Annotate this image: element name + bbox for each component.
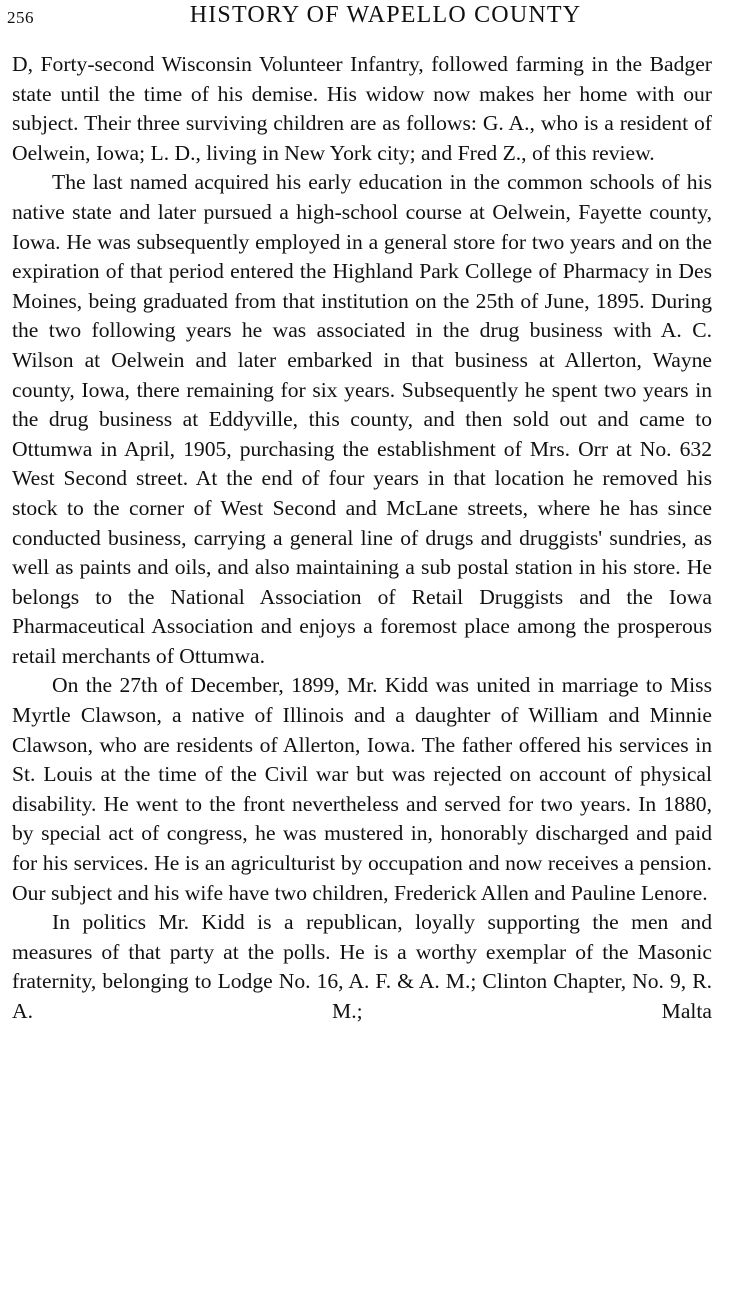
page-header bbox=[7, 2, 722, 34]
body-text bbox=[12, 50, 712, 1027]
page-number: 256 bbox=[7, 8, 34, 27]
paragraph-marriage: On the 27th of December, 1899, Mr. Kidd was united in marriage to Miss Myrtle Clawson, a native of Illinois and a daughter of William and Minnie Clawson, who are residents of Allerton, Iowa. The father offered his services in St. Louis at the time of the Civil war but was rejected on account of physical disability. He went to the front nevertheless and served for two years. In 1880, by special act of congress, he was mustered in, honorably discharged and paid for his services. He is an agriculturist by occupation and now receives a pension. Our subject and his wife have two children, Frederick Allen and Pauline Lenore. bbox=[12, 673, 712, 905]
running-head: HISTORY OF WAPELLO COUNTY bbox=[189, 2, 582, 28]
paragraph-education-career: The last named acquired his early education in the common schools of his native state and later pursued a high-school course at Oelwein, Fayette county, Iowa. He was subsequently employed in a general store for two years and on the expiration of that period entered the Highland Park College of Pharmacy in Des Moines, being graduated from that institution on the 25th of June, 1895. During the two following years he was associated in the drug business with A. C. Wilson at Oelwein and later embarked in that business at Allerton, Wayne county, Iowa, there remaining for six years. Subsequently he spent two years in the drug business at Eddyville, this county, and then sold out and came to Ottumwa in April, 1905, purchasing the establishment of Mrs. Orr at No. 632 West Second street. At the end of four years in that location he removed his stock to the corner of West Second and McLane streets, where he has since conducted business, carrying a general line of drugs and druggists' sundries, as well as paints and oils, and also maintaining a sub postal station in his store. He belongs to the National Association of Retail Druggists and the Iowa Pharmaceutical Association and enjoys a foremost place among the prosperous retail merchants of Ottumwa. bbox=[12, 170, 712, 668]
paragraph-continuation: D, Forty-second Wisconsin Volunteer Infantry, followed farming in the Badger state until the time of his demise. His widow now makes her home with our subject. Their three surviving children are as follows: G. A., who is a resident of Oelwein, Iowa; L. D., living in New York city; and Fred Z., of this review. bbox=[12, 52, 712, 165]
paragraph-politics: In politics Mr. Kidd is a republican, loyally supporting the men and measures of that party at the polls. He is a worthy exemplar of the Masonic fraternity, belonging to Lodge No. 16, A. F. & A. M.; Clinton Chapter, No. 9, R. A. M.; Malta bbox=[12, 910, 712, 1023]
